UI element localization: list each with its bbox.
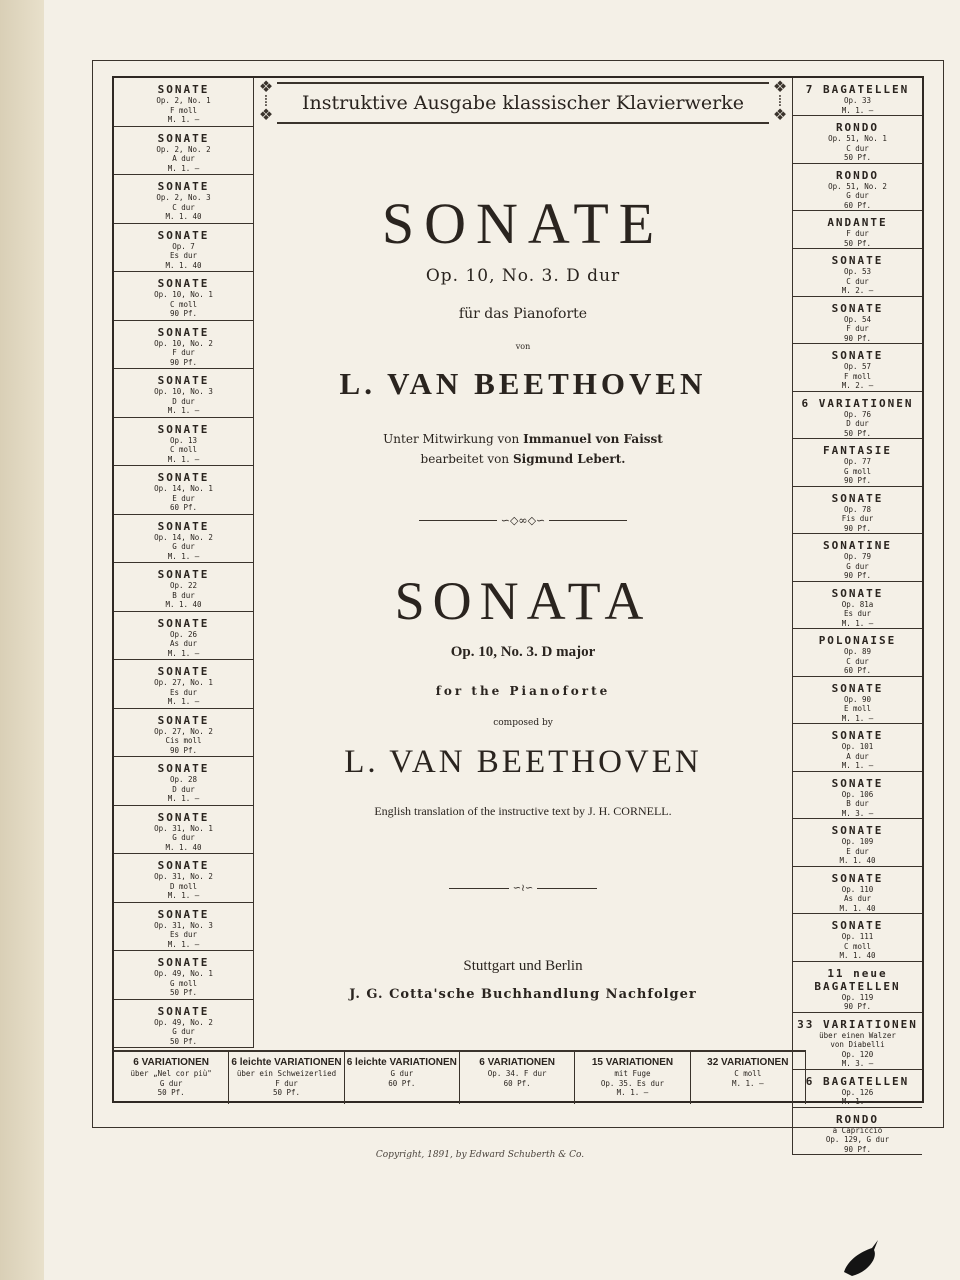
catalog-title: 6 VARIATIONEN <box>133 1057 210 1068</box>
catalog-detail: Op. 26 <box>169 629 198 639</box>
catalog-title: 33 VARIATIONEN <box>797 1017 918 1031</box>
catalog-entry <box>792 116 922 164</box>
catalog-title: 6 VARIATIONEN <box>479 1057 556 1068</box>
catalog-entry <box>114 709 254 758</box>
catalog-entry <box>345 1052 460 1104</box>
catalog-detail: Op. 89 <box>843 647 872 656</box>
catalog-entry <box>114 1000 254 1049</box>
catalog-entry <box>792 914 922 962</box>
catalog-entry <box>114 466 254 515</box>
catalog-title: 6 BAGATELLEN <box>805 1074 910 1088</box>
catalog-detail: 60 Pf. <box>503 1078 531 1088</box>
catalog-detail: 90 Pf. <box>169 745 198 755</box>
catalog-entry <box>114 78 254 127</box>
catalog-detail: M. 1. — <box>167 115 200 124</box>
catalog-detail: Fis dur <box>841 514 874 523</box>
catalog-detail: G dur <box>159 1078 183 1088</box>
catalog-detail: C moll <box>169 299 198 309</box>
catalog-detail: Op. 35. Es dur <box>600 1078 665 1088</box>
catalog-entry <box>792 819 922 867</box>
catalog-title: SONATE <box>157 471 210 484</box>
catalog-title: POLONAISE <box>818 634 897 647</box>
catalog-detail: C dur <box>172 202 195 212</box>
catalog-entry <box>114 272 254 321</box>
catalog-detail: G dur <box>172 1027 195 1036</box>
bottom-catalog-row <box>114 1050 806 1104</box>
catalog-detail: 50 Pf. <box>169 1036 198 1046</box>
catalog-entry <box>792 344 922 392</box>
catalog-title: 32 VARIATIONEN <box>707 1057 789 1068</box>
catalog-title: SONATE <box>157 325 210 339</box>
catalog-detail: Es dur <box>169 251 198 260</box>
catalog-detail: C moll <box>734 1069 762 1078</box>
catalog-detail: Op. 119 <box>841 992 874 1002</box>
catalog-detail: Op. 28 <box>169 775 198 784</box>
catalog-entry <box>792 164 922 212</box>
catalog-detail: Op. 54 <box>843 314 872 324</box>
catalog-detail: Op. 57 <box>843 362 872 371</box>
catalog-entry <box>792 677 922 725</box>
catalog-title: SONATE <box>157 810 210 824</box>
catalog-entry <box>575 1052 690 1104</box>
catalog-detail: Op. 78 <box>843 504 872 514</box>
catalog-detail: Es dur <box>169 930 198 939</box>
catalog-detail: Op. 51, No. 2 <box>828 181 887 191</box>
catalog-entry <box>792 1070 922 1108</box>
catalog-detail: G moll <box>169 978 198 988</box>
catalog-entry <box>114 612 254 661</box>
catalog-detail: B dur <box>172 590 195 600</box>
catalog-title: SONATE <box>831 919 884 932</box>
catalog-detail: Op. 49, No. 2 <box>154 1017 213 1027</box>
catalog-title: 15 VARIATIONEN <box>591 1057 674 1068</box>
catalog-detail: 90 Pf. <box>843 333 872 343</box>
catalog-entry <box>114 660 254 709</box>
publisher-name: J. G. Cotta'sche Buchhandlung Nachfolger <box>349 987 697 1002</box>
catalog-entry <box>114 224 254 273</box>
catalog-detail: 50 Pf. <box>169 988 198 997</box>
catalog-detail: 90 Pf. <box>169 309 198 318</box>
catalog-entry <box>114 321 254 370</box>
catalog-detail: M. 3. — <box>841 808 874 818</box>
publisher-city: Stuttgart und Berlin <box>463 958 583 974</box>
catalog-entry <box>792 78 922 116</box>
catalog-entry <box>792 392 922 440</box>
german-opus: Op. 10, No. 3. D dur <box>425 266 621 286</box>
catalog-entry <box>114 563 254 612</box>
catalog-title: SONATINE <box>823 539 892 552</box>
catalog-title: SONATE <box>831 349 884 362</box>
german-instrument: für das Pianoforte <box>458 306 588 322</box>
catalog-detail: Op. 13 <box>169 435 198 445</box>
catalog-title: SONATE <box>831 586 884 600</box>
english-title: SONATA <box>394 571 652 631</box>
catalog-detail: A dur <box>172 154 195 163</box>
catalog-detail: F dur <box>846 229 869 238</box>
catalog-entry <box>691 1052 806 1104</box>
catalog-title: SONATE <box>157 1004 210 1018</box>
catalog-detail: D dur <box>846 419 869 428</box>
catalog-detail: Op. 10, No. 1 <box>154 290 213 299</box>
catalog-detail: M. 1. — <box>167 939 200 949</box>
german-von: von <box>515 342 531 351</box>
catalog-entry <box>792 1108 922 1156</box>
catalog-detail: 90 Pf. <box>843 523 872 533</box>
catalog-detail: C dur <box>846 143 869 153</box>
german-composer: L. VAN BEETHOVEN <box>339 366 707 401</box>
catalog-entry <box>792 1013 922 1070</box>
catalog-detail: 50 Pf. <box>843 428 872 438</box>
catalog-detail: M. 1. — <box>841 761 874 770</box>
catalog-detail: F moll <box>169 105 198 115</box>
catalog-entry <box>114 515 254 564</box>
catalog-entry <box>792 297 922 345</box>
catalog-title: SONATE <box>157 713 210 727</box>
catalog-title: SONATE <box>157 568 210 581</box>
catalog-title: SONATE <box>831 254 884 267</box>
english-opus: Op. 10, No. 3. D major <box>450 644 596 660</box>
catalog-entry <box>792 867 922 915</box>
copyright-line: Copyright, 1891, by Edward Schuberth & Co. <box>375 1150 585 1160</box>
catalog-entry <box>114 951 254 1000</box>
catalog-detail: M. 1. — <box>167 163 200 173</box>
catalog-detail: Op. 34. F dur <box>487 1069 547 1078</box>
catalog-detail: über einen Walzer <box>819 1030 896 1040</box>
catalog-detail: F dur <box>275 1078 298 1088</box>
catalog-title: 6 leichte VARIATIONEN <box>346 1057 457 1068</box>
catalog-detail: C moll <box>843 941 872 951</box>
catalog-title: 6 leichte VARIATIONEN <box>231 1057 342 1068</box>
catalog-detail: G moll <box>843 466 872 476</box>
catalog-entry <box>114 854 254 903</box>
german-credit-1 <box>255 432 791 446</box>
left-catalog-column <box>114 78 254 1048</box>
catalog-title: SONATE <box>157 228 210 242</box>
catalog-detail: Es dur <box>843 609 872 618</box>
catalog-detail: D dur <box>172 784 195 794</box>
catalog-detail: Op. 101 <box>841 742 874 751</box>
catalog-title: RONDO <box>835 121 880 134</box>
series-header <box>255 78 791 126</box>
catalog-detail: Op. 77 <box>843 457 872 466</box>
catalog-title: SONATE <box>157 180 210 193</box>
catalog-title: SONATE <box>157 374 210 387</box>
catalog-entry <box>114 806 254 855</box>
catalog-detail: Op. 31, No. 1 <box>154 823 213 833</box>
catalog-title: SONATE <box>831 776 884 790</box>
catalog-entry <box>792 724 922 772</box>
catalog-title: SONATE <box>831 491 884 505</box>
english-composed-by: composed by <box>493 718 553 728</box>
catalog-detail: Op. 53 <box>843 267 872 276</box>
catalog-detail: M. 1. — <box>167 697 200 706</box>
catalog-detail: M. 3. — <box>841 1059 874 1068</box>
series-title: Instruktive Ausgabe klassischer Klavierwerke <box>302 92 744 114</box>
credit-2-prefix: bearbeitet von <box>420 452 510 466</box>
catalog-detail: Op. 110 <box>841 884 874 894</box>
catalog-detail: Op. 106 <box>841 789 874 799</box>
catalog-detail: 60 Pf. <box>843 666 872 675</box>
catalog-entry <box>792 772 922 820</box>
catalog-title: RONDO <box>835 168 880 182</box>
credit-1-name: Immanuel von Faisst <box>523 432 663 446</box>
catalog-detail: As dur <box>169 639 198 648</box>
catalog-title: SONATE <box>157 519 210 533</box>
catalog-title: SONATE <box>157 665 210 678</box>
catalog-detail: M. 1. — <box>841 1097 874 1106</box>
catalog-title: ANDANTE <box>827 216 888 229</box>
catalog-detail: F moll <box>843 371 872 381</box>
catalog-detail: Op. 14, No. 1 <box>154 484 213 493</box>
catalog-detail: 50 Pf. <box>157 1088 185 1097</box>
divider-ornament-2: ∽≀∽ <box>255 883 791 897</box>
ink-mark <box>838 1232 884 1278</box>
catalog-entry <box>114 369 254 418</box>
catalog-detail: G dur <box>846 561 869 571</box>
catalog-detail: Op. 79 <box>843 552 872 561</box>
catalog-entry <box>114 1052 229 1104</box>
catalog-detail: Es dur <box>169 687 198 697</box>
catalog-detail: C dur <box>846 276 869 286</box>
catalog-detail: über „Nel cor più" <box>130 1069 212 1078</box>
catalog-detail: Op. 2, No. 2 <box>156 144 211 154</box>
catalog-detail: M. 1. — <box>167 648 200 658</box>
catalog-detail: M. 2. — <box>841 381 874 390</box>
catalog-detail: F dur <box>172 348 195 357</box>
catalog-detail: 60 Pf. <box>388 1078 416 1088</box>
german-title: SONATE <box>381 191 665 256</box>
catalog-detail: M. 1. — <box>167 454 200 464</box>
german-credit-2 <box>255 452 791 466</box>
catalog-detail: Op. 109 <box>841 837 874 846</box>
catalog-entry <box>792 439 922 487</box>
catalog-title: SONATE <box>157 956 210 969</box>
catalog-detail: E moll <box>843 704 872 713</box>
catalog-detail: mit Fuge <box>614 1069 651 1078</box>
catalog-detail: Op. 120 <box>841 1049 874 1059</box>
catalog-detail: G dur <box>846 191 869 200</box>
right-catalog-column <box>792 78 922 1154</box>
catalog-entry <box>114 757 254 806</box>
catalog-title: SONATE <box>157 859 210 872</box>
catalog-detail: 90 Pf. <box>843 1144 872 1154</box>
catalog-title: 11 neue BAGATELLEN <box>814 966 901 993</box>
translation-credit: English translation of the instructive text by J. H. CORNELL. <box>374 804 672 818</box>
catalog-detail: D moll <box>169 881 198 891</box>
catalog-detail: G dur <box>172 833 195 842</box>
catalog-detail: über ein Schweizerlied <box>236 1069 337 1078</box>
catalog-detail: Op. 81a <box>841 599 874 609</box>
catalog-detail: 90 Pf. <box>169 357 198 367</box>
catalog-detail: M. 1. — <box>167 891 200 900</box>
catalog-detail: G dur <box>172 542 195 551</box>
catalog-detail: F dur <box>846 324 869 333</box>
catalog-detail: M. 1. 40 <box>839 903 876 913</box>
catalog-entry <box>114 418 254 467</box>
catalog-detail: Op. 126 <box>841 1087 874 1097</box>
page-edge <box>0 0 46 1280</box>
catalog-detail: Op. 10, No. 3 <box>154 387 213 396</box>
catalog-title: SONATE <box>157 277 210 290</box>
catalog-detail: As dur <box>843 894 872 903</box>
divider-ornament-1: ∽◇∞◇∽ <box>255 514 791 530</box>
catalog-detail: M. 1. — <box>841 105 874 115</box>
catalog-detail: Op. 2, No. 3 <box>156 193 211 202</box>
catalog-detail: Cis moll <box>165 736 202 745</box>
catalog-detail: Op. 49, No. 1 <box>154 969 213 978</box>
catalog-entry <box>792 962 922 1013</box>
catalog-detail: 50 Pf. <box>843 238 872 248</box>
catalog-detail: Op. 31, No. 3 <box>154 920 213 930</box>
catalog-entry <box>114 127 254 176</box>
catalog-detail: M. 1. 40 <box>165 600 202 609</box>
english-composer: L. VAN BEETHOVEN <box>344 744 702 780</box>
catalog-detail: Op. 22 <box>169 581 198 590</box>
catalog-entry <box>460 1052 575 1104</box>
catalog-title: RONDO <box>835 1112 880 1126</box>
catalog-detail: von Diabelli <box>830 1040 885 1049</box>
catalog-entry <box>792 211 922 249</box>
catalog-detail: Op. 27, No. 1 <box>154 678 213 687</box>
catalog-detail: M. 1. 40 <box>165 842 202 852</box>
catalog-detail: M. 1. — <box>167 794 200 803</box>
catalog-detail: M. 1. 40 <box>839 856 876 865</box>
catalog-detail: C moll <box>169 445 198 454</box>
catalog-entry <box>229 1052 344 1104</box>
catalog-title: SONATE <box>831 301 884 315</box>
catalog-detail: E dur <box>846 846 869 856</box>
catalog-detail: 90 Pf. <box>843 571 872 580</box>
catalog-detail: Op. 10, No. 2 <box>154 338 213 348</box>
catalog-detail: 90 Pf. <box>843 476 872 485</box>
catalog-title: SONATE <box>157 616 210 630</box>
catalog-title: SONATE <box>157 762 210 775</box>
catalog-detail: M. 1. — <box>616 1088 649 1097</box>
catalog-entry <box>114 175 254 224</box>
catalog-title: SONATE <box>157 422 210 436</box>
catalog-detail: Op. 27, No. 2 <box>154 726 213 736</box>
catalog-detail: 60 Pf. <box>169 503 198 512</box>
catalog-detail: B dur <box>846 799 869 808</box>
english-instrument: for the Pianoforte <box>435 684 611 698</box>
catalog-detail: Op. 33 <box>843 96 872 105</box>
catalog-title: 7 BAGATELLEN <box>805 83 910 96</box>
catalog-detail: D dur <box>172 396 195 406</box>
catalog-detail: 90 Pf. <box>843 1002 872 1011</box>
catalog-detail: M. 1. — <box>167 406 200 415</box>
catalog-title: FANTASIE <box>823 444 892 457</box>
catalog-detail: E dur <box>172 493 195 503</box>
catalog-entry <box>114 903 254 952</box>
ornament-icon: ❖ ⁞ ❖ <box>772 77 788 124</box>
catalog-title: SONATE <box>831 729 884 742</box>
catalog-detail: Op. 76 <box>843 409 872 419</box>
credit-1-prefix: Unter Mitwirkung von <box>383 432 520 446</box>
catalog-title: SONATE <box>157 131 210 145</box>
catalog-detail: M. 1. — <box>732 1078 764 1088</box>
catalog-detail: M. 1. 40 <box>165 260 202 270</box>
catalog-entry <box>792 487 922 535</box>
catalog-detail: G dur <box>390 1069 414 1078</box>
catalog-detail: 50 Pf. <box>272 1088 301 1097</box>
catalog-entry <box>792 534 922 582</box>
catalog-detail: M. 1. 40 <box>165 212 202 221</box>
catalog-title: SONATE <box>157 907 210 921</box>
catalog-title: SONATE <box>831 681 884 695</box>
catalog-detail: M. 1. — <box>841 713 874 723</box>
catalog-entry <box>792 629 922 677</box>
catalog-detail: Op. 51, No. 1 <box>828 134 887 143</box>
catalog-detail: a Capriccio <box>832 1125 883 1135</box>
catalog-detail: Op. 90 <box>843 694 872 704</box>
catalog-entry <box>792 582 922 630</box>
ornament-icon: ❖ ⁞ ❖ <box>258 77 274 124</box>
catalog-title: SONATE <box>831 824 884 837</box>
catalog-detail: M. 1. — <box>841 618 874 628</box>
catalog-detail: Op. 129, G dur <box>825 1135 890 1144</box>
credit-2-name: Sigmund Lebert. <box>512 452 626 466</box>
catalog-detail: 50 Pf. <box>843 153 872 162</box>
catalog-detail: Op. 14, No. 2 <box>154 532 213 542</box>
catalog-detail: A dur <box>846 751 869 761</box>
catalog-detail: Op. 111 <box>841 932 874 941</box>
catalog-detail: C dur <box>846 656 869 666</box>
catalog-detail: M. 1. 40 <box>839 951 876 960</box>
catalog-detail: M. 1. — <box>167 551 200 561</box>
catalog-detail: Op. 2, No. 1 <box>156 96 211 105</box>
catalog-title: SONATE <box>831 871 884 885</box>
catalog-detail: Op. 31, No. 2 <box>154 872 213 881</box>
catalog-title: 6 VARIATIONEN <box>801 396 914 410</box>
catalog-entry <box>792 249 922 297</box>
catalog-detail: M. 2. — <box>841 286 874 295</box>
catalog-title: SONATE <box>157 83 210 96</box>
catalog-detail: Op. 7 <box>172 241 195 251</box>
catalog-detail: 60 Pf. <box>843 200 872 210</box>
